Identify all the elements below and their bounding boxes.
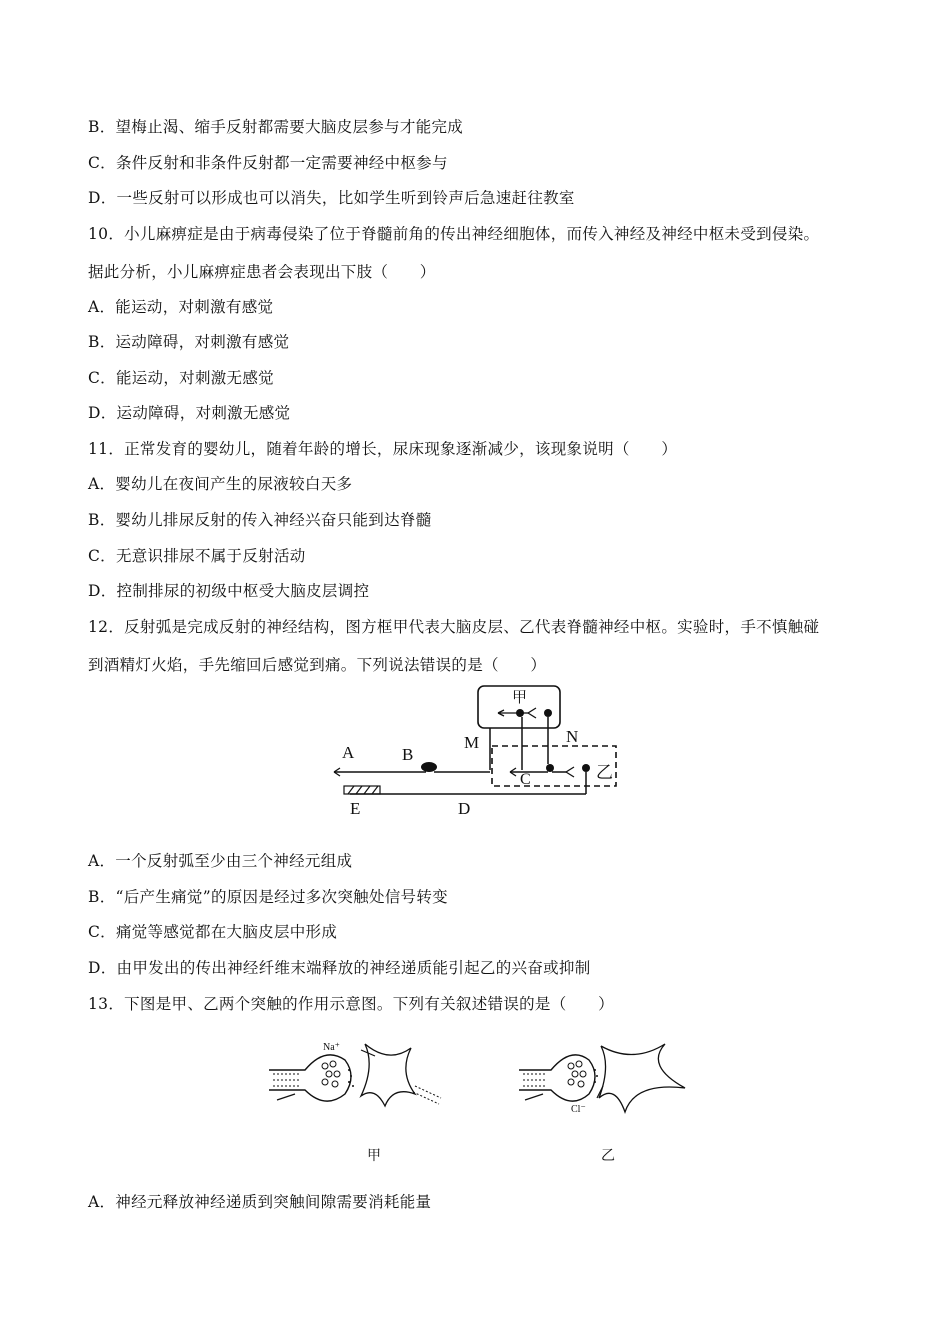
q13-option-a: A．神经元释放神经递质到突触间隙需要消耗能量	[88, 1193, 432, 1211]
q10-option-c: C．能运动，对刺激无感觉	[88, 369, 274, 387]
label-m: M	[464, 733, 480, 752]
q10-stem-line2: 据此分析，小儿麻痹症患者会表现出下肢（ ）	[88, 263, 436, 281]
synapse-figure-yi	[515, 1036, 695, 1126]
q12-option-d: D．由甲发出的传出神经纤维末端释放的神经递质能引起乙的兴奋或抑制	[88, 959, 591, 977]
q11-option-a: A．婴幼儿在夜间产生的尿液较白天多	[88, 475, 353, 493]
q9-option-c: C．条件反射和非条件反射都一定需要神经中枢参与	[88, 154, 448, 172]
q13-stem: 13．下图是甲、乙两个突触的作用示意图。下列有关叙述错误的是（ ）	[88, 995, 614, 1013]
q11-option-c: C．无意识排尿不属于反射活动	[88, 547, 306, 565]
q9-option-d: D．一些反射可以形成也可以消失，比如学生听到铃声后急速赶往教室	[88, 189, 575, 207]
cl-ion-label: Cl⁻	[571, 1104, 586, 1115]
synapse-figure-jia	[265, 1036, 475, 1126]
label-e: E	[350, 799, 361, 818]
q12-stem-line1: 12．反射弧是完成反射的神经结构，图方框甲代表大脑皮层、乙代表脊髓神经中枢。实验时，手不慎触碰	[88, 618, 820, 636]
figure-label-jia: 甲	[367, 1148, 381, 1164]
q12-option-a: A．一个反射弧至少由三个神经元组成	[88, 852, 353, 870]
label-n: N	[566, 727, 579, 746]
label-c: C	[520, 771, 531, 788]
reflex-arc-figure	[330, 682, 630, 822]
q10-stem-line1: 10．小儿麻痹症是由于病毒侵染了位于脊髓前角的传出神经细胞体，而传入神经及神经中枢未受到侵染。	[88, 225, 820, 243]
q12-option-b: B．“后产生痛觉”的原因是经过多次突触处信号转变	[88, 888, 448, 906]
figure-label-yi: 乙	[601, 1148, 615, 1164]
label-yi: 乙	[596, 763, 613, 782]
q9-option-b: B．望梅止渴、缩手反射都需要大脑皮层参与才能完成	[88, 118, 464, 136]
q12-stem-line2: 到酒精灯火焰，手先缩回后感觉到痛。下列说法错误的是（ ）	[88, 656, 547, 674]
label-jia: 甲	[512, 690, 528, 706]
q10-option-d: D．运动障碍，对刺激无感觉	[88, 404, 291, 422]
na-ion-label: Na⁺	[323, 1042, 340, 1053]
q11-stem: 11．正常发育的婴幼儿，随着年龄的增长，尿床现象逐渐减少，该现象说明（ ）	[88, 440, 678, 458]
q11-option-d: D．控制排尿的初级中枢受大脑皮层调控	[88, 582, 370, 600]
q10-option-a: A．能运动，对刺激有感觉	[88, 298, 274, 316]
q11-option-b: B．婴幼儿排尿反射的传入神经兴奋只能到达脊髓	[88, 511, 432, 529]
label-d: D	[458, 799, 471, 818]
q12-option-c: C．痛觉等感觉都在大脑皮层中形成	[88, 923, 338, 941]
label-a: A	[342, 743, 355, 762]
label-b: B	[402, 745, 414, 764]
q10-option-b: B．运动障碍，对刺激有感觉	[88, 333, 290, 351]
